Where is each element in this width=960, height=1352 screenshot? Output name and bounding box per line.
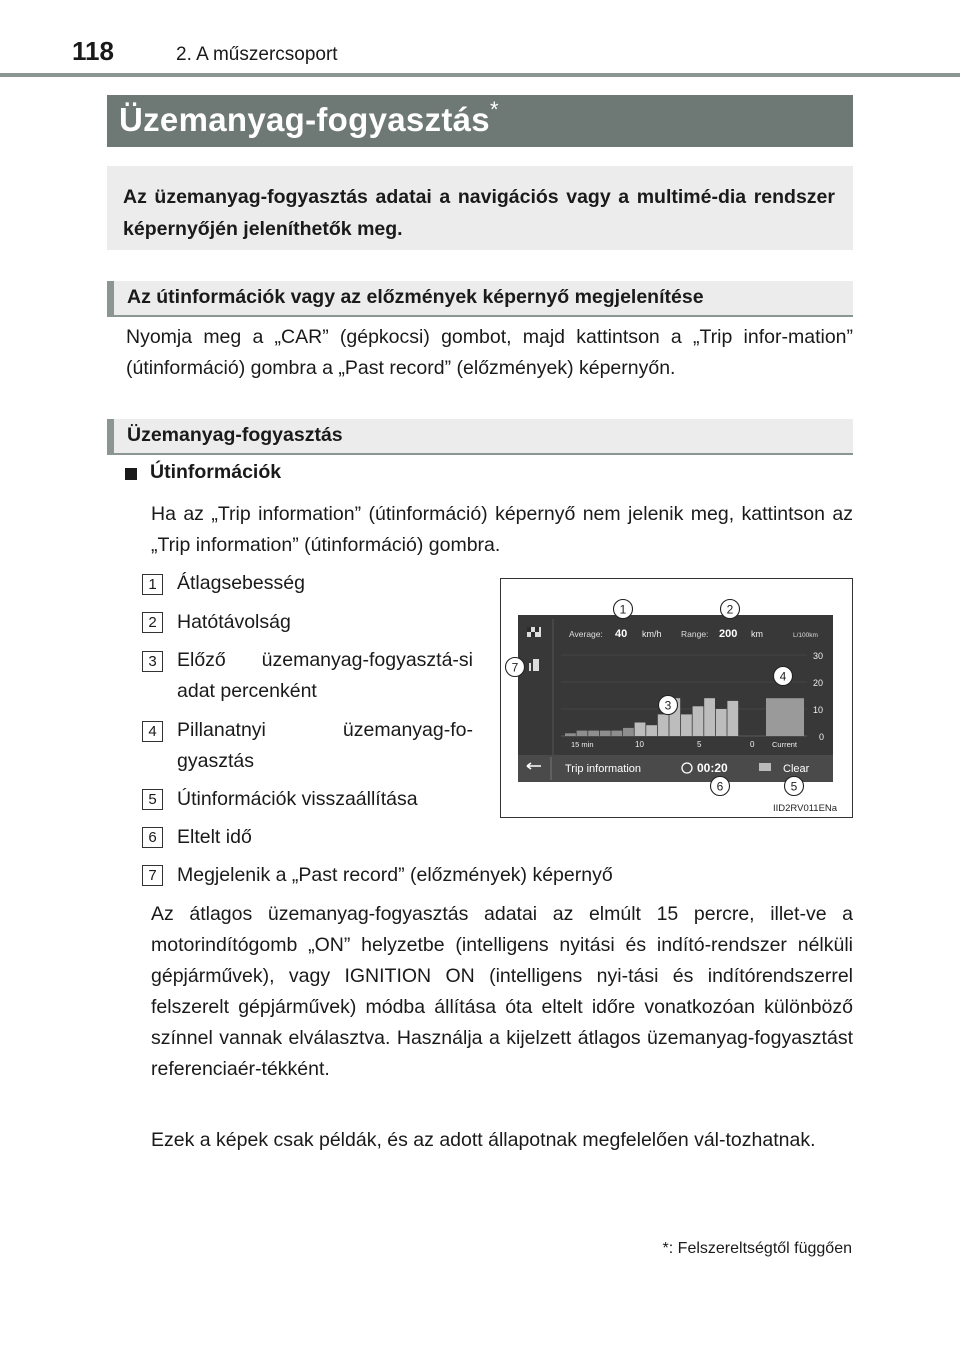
- screen-illustration: [500, 578, 853, 818]
- item-number: 2: [142, 612, 163, 633]
- range-unit: km: [751, 629, 763, 639]
- item-number: 1: [142, 574, 163, 595]
- callout-7: [506, 658, 525, 677]
- consumption-bar: [577, 731, 588, 736]
- consumption-bar: [600, 731, 611, 736]
- item-text: Hatótávolság: [177, 611, 291, 633]
- paragraph-trip-info: Ha az „Trip information” (útinformáció) képernyő nem jelenik meg, kattintson az „Trip information” (útinformáció) gombra.: [151, 503, 853, 556]
- callout-3: [659, 696, 678, 715]
- intro-box: [107, 166, 853, 250]
- consumption-bar: [635, 723, 646, 737]
- item-text: Pillanatnyi üzemanyag-fo-gyasztás: [177, 719, 473, 772]
- callout-6: [711, 777, 730, 796]
- svg-text:5: 5: [790, 779, 798, 794]
- consumption-bar: [646, 725, 657, 736]
- paragraph-average-info: Az átlagos üzemanyag-fogyasztás adatai az elmúlt 15 percre, illet-ve a motorindítógomb „ON” helyzetbe (intelligens nyitási és indító-rendszer nélküli gépjárművek), vagy IGNITION ON (intelligens nyi-tási és indítórendszerrel felszerelt gépjárművek) módba állítása óta eltelt időre vonatkozóan különböző színnel vannak elválasztva. Használja a kijelzett átlagos üzemanyag-fogyasztást referenciaér-tékként.: [151, 903, 853, 1080]
- average-label: Average:: [569, 629, 603, 639]
- flag-icon: [527, 627, 541, 637]
- screen-svg: [501, 579, 852, 817]
- x-tick: Current: [772, 740, 798, 749]
- consumption-bar: [704, 698, 715, 736]
- svg-text:1: 1: [619, 602, 627, 617]
- average-unit: km/h: [642, 629, 662, 639]
- svg-text:6: 6: [716, 779, 724, 794]
- callout-4: [774, 667, 793, 686]
- range-value: 200: [719, 628, 738, 640]
- section-label: 2. A műszercsoport: [176, 44, 338, 65]
- footnote: *: Felszereltségtől függően: [662, 1240, 852, 1257]
- item-number: 6: [142, 827, 163, 848]
- svg-text:3: 3: [664, 698, 672, 713]
- svg-text:4: 4: [779, 669, 787, 684]
- consumption-bar: [565, 733, 576, 736]
- bullet-title: Útinformációk: [150, 461, 282, 483]
- trip-info-label: Trip information: [565, 763, 642, 775]
- paragraph-instructions: Nyomja meg a „CAR” (gépkocsi) gombot, majd kattintson a „Trip infor-mation” (útinformáció) gombra a „Past record” (előzmények) képernyőn.: [126, 326, 853, 379]
- consumption-bar: [727, 701, 738, 736]
- elapsed-time: 00:20: [697, 761, 728, 775]
- current-consumption-bar: [766, 698, 804, 736]
- y-tick: 0: [819, 732, 825, 742]
- item-number: 7: [142, 865, 163, 886]
- consumption-bar: [681, 714, 692, 736]
- y-tick: 20: [813, 678, 824, 688]
- callout-2: [721, 600, 740, 619]
- item-text: Eltelt idő: [177, 826, 252, 848]
- subheading-display-text: Az útinformációk vagy az előzmények képernyő megjelenítése: [127, 286, 704, 308]
- page-number: 118: [72, 36, 114, 66]
- title-footnote-mark: *: [489, 97, 499, 122]
- item-number: 4: [142, 721, 163, 742]
- clear-icon: [759, 763, 771, 771]
- callout-1: [614, 600, 633, 619]
- item-number: 5: [142, 789, 163, 810]
- consumption-bar: [623, 728, 634, 736]
- item-text: Útinformációk visszaállítása: [177, 788, 418, 810]
- x-tick: 10: [635, 740, 644, 749]
- intro-text: Az üzemanyag-fogyasztás adatai a navigációs vagy a multimé-dia rendszer képernyőjén jeleníthetők meg.: [123, 186, 835, 240]
- heading-accent: [107, 281, 114, 315]
- x-tick: 5: [697, 740, 702, 749]
- consumption-bar: [611, 731, 622, 736]
- page-title: Üzemanyag-fogyasztás*: [119, 97, 499, 138]
- header-rule: [0, 73, 960, 77]
- average-value: 40: [615, 628, 628, 640]
- svg-text:2: 2: [726, 602, 734, 617]
- heading-accent: [107, 419, 114, 453]
- title-bar: [107, 95, 853, 147]
- item-text: Megjelenik a „Past record” (előzmények) képernyő: [177, 864, 613, 886]
- clear-label: Clear: [783, 763, 810, 775]
- x-tick: 15 min: [571, 740, 594, 749]
- consumption-bar: [693, 706, 704, 736]
- consumption-unit: L/100km: [793, 632, 818, 639]
- subheading-consumption-text: Üzemanyag-fogyasztás: [127, 424, 343, 446]
- item-text: Előző üzemanyag-fogyasztá-si adat percenként: [177, 649, 473, 702]
- bullet-square-icon: [125, 468, 137, 480]
- image-code: IID2RV011ENa: [773, 803, 838, 814]
- consumption-bar: [658, 714, 669, 736]
- paragraph-disclaimer: Ezek a képek csak példák, és az adott állapotnak megfelelően vál-tozhatnak.: [151, 1129, 816, 1151]
- consumption-bar: [716, 709, 727, 736]
- x-tick: 0: [750, 740, 755, 749]
- subheading-consumption: [107, 419, 853, 455]
- item-text: Átlagsebesség: [177, 572, 305, 594]
- consumption-bar: [588, 731, 599, 736]
- y-tick: 30: [813, 651, 824, 661]
- svg-text:7: 7: [511, 660, 519, 675]
- range-label: Range:: [681, 629, 709, 639]
- callout-5: [785, 777, 804, 796]
- item-number: 3: [142, 651, 163, 672]
- subheading-display: [107, 281, 853, 317]
- y-tick: 10: [813, 705, 824, 715]
